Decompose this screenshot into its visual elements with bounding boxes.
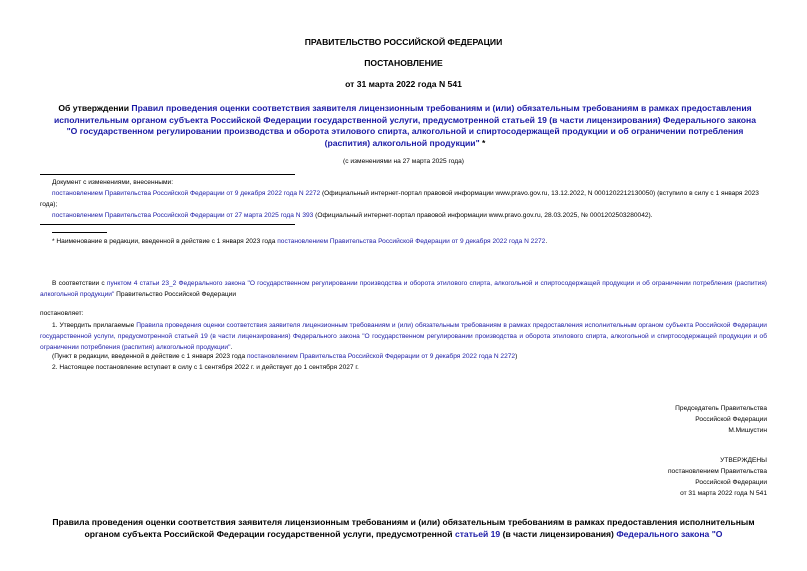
divider-top <box>40 174 295 175</box>
signature-position: Председатель Правительства <box>675 405 767 412</box>
rules-law-link[interactable]: Федерального закона "О <box>616 528 723 539</box>
decides-label: постановляет: <box>40 310 84 317</box>
change-item-1 <box>40 188 767 210</box>
point-1-amendment <box>52 351 767 362</box>
revision-note: (с изменениями на 27 марта 2025 года) <box>343 158 464 165</box>
rules-title <box>40 517 767 540</box>
rules-title-text-b: (в части лицензирования) <box>500 528 617 539</box>
point-1-text-b: . <box>230 344 233 351</box>
amendment-text-a: (Пункт в редакции, введенной в действие с 1 января 2023 года <box>52 353 247 360</box>
document-type: ПОСТАНОВЛЕНИЕ <box>364 58 443 68</box>
title-prefix: Об утверждении <box>58 103 132 113</box>
approved-by: постановлением Правительства <box>667 468 767 475</box>
footnote <box>52 236 767 247</box>
footnote-link[interactable]: постановлением Правительства Российской Федерации от 9 декабря 2022 года N 2272 <box>277 238 546 245</box>
change-text-1: (Официальный интернет-портал правовой информации www.pravo.gov.ru, 13.12.2022, N 0001202212130050) (вступило в силу с 1 января 2023 года); <box>40 190 759 208</box>
document-date-number: от 31 марта 2022 года N 541 <box>345 79 462 89</box>
document-title <box>52 103 758 149</box>
change-link-1[interactable]: постановлением Правительства Российской Федерации от 9 декабря 2022 года N 2272 <box>52 190 321 197</box>
rules-title-text-a: Правила проведения оценки соответствия заявителя лицензионным требованиям и (или) обязательным требованиям в рамках предоставления исполнительным органом субъекта Российской Федерации государственной услуги, предусмотренной <box>52 517 755 539</box>
signature-name: М.Мишустин <box>728 427 767 434</box>
point-1-text-a: 1. Утвердить прилагаемые <box>52 322 137 329</box>
changes-intro: Документ с изменениями, внесенными: <box>52 179 174 186</box>
signature-country: Российской Федерации <box>695 416 767 423</box>
title-link[interactable]: Правил проведения оценки соответствия заявителя лицензионным требованиям и (или) обязательным требованиям в рамках предоставления исполнительным органом субъекта Российской Федерации государственной услуги, предусмотренной статьей 19 (в части лицензирования) Федерального закона "О государственном регулировании производства и оборота этилового спирта, алкогольной и спиртосодержащей продукции и об ограничении потребления (распития) алкогольной продукции" <box>54 103 756 148</box>
amendment-text-b: ) <box>515 353 518 360</box>
rules-article-link[interactable]: статьей 19 <box>454 528 501 539</box>
preamble-paragraph <box>40 278 767 300</box>
change-item-2 <box>40 210 767 221</box>
title-star: * <box>479 137 486 148</box>
point-1-rules-link[interactable]: Правила проведения оценки соответствия заявителя лицензионным требованиям и (или) обязательным требованиям в рамках предоставления исполнительным органом субъекта Российской Федерации государственной услуги, предусмотренной статьей 19 (в части лицензирования) Федерального закона "О государственном регулировании производства и оборота этилового спирта, алкогольной и спиртосодержащей продукции и об ограничении потребления (распития) алкогольной продукции" <box>40 322 767 351</box>
point-2: 2. Настоящее постановление вступает в силу с 1 сентября 2022 г. и действует до 1 сентября 2027 г. <box>52 364 359 371</box>
change-text-2: (Официальный интернет-портал правовой информации www.pravo.gov.ru, 28.03.2025, № 0001202503280042). <box>313 212 653 219</box>
preamble-text-b: Правительство Российской Федерации <box>114 291 237 298</box>
footnote-divider <box>52 232 107 233</box>
preamble-text-a: В соответствии с <box>52 280 107 287</box>
preamble-law-link[interactable]: пунктом 4 статьи 23_2 Федерального закона "О государственном регулировании производства и оборота этилового спирта, алкогольной и спиртосодержащей продукции и об ограничении потребления (распития) алкогольной продукции" <box>40 280 767 298</box>
change-link-2[interactable]: постановлением Правительства Российской Федерации от 27 марта 2025 года N 393 <box>52 212 314 219</box>
footnote-text: * Наименование в редакции, введенной в действие с 1 января 2023 года <box>52 238 278 245</box>
approved-label: УТВЕРЖДЕНЫ <box>720 457 767 464</box>
approved-country: Российской Федерации <box>695 479 767 486</box>
point-1 <box>40 320 767 353</box>
approved-date-number: от 31 марта 2022 года N 541 <box>680 490 767 497</box>
footnote-end: . <box>545 238 548 245</box>
government-heading: ПРАВИТЕЛЬСТВО РОССИЙСКОЙ ФЕДЕРАЦИИ <box>304 37 503 47</box>
amendment-link[interactable]: постановлением Правительства Российской Федерации от 9 декабря 2022 года N 2272 <box>246 353 516 360</box>
divider-bottom <box>40 224 295 225</box>
